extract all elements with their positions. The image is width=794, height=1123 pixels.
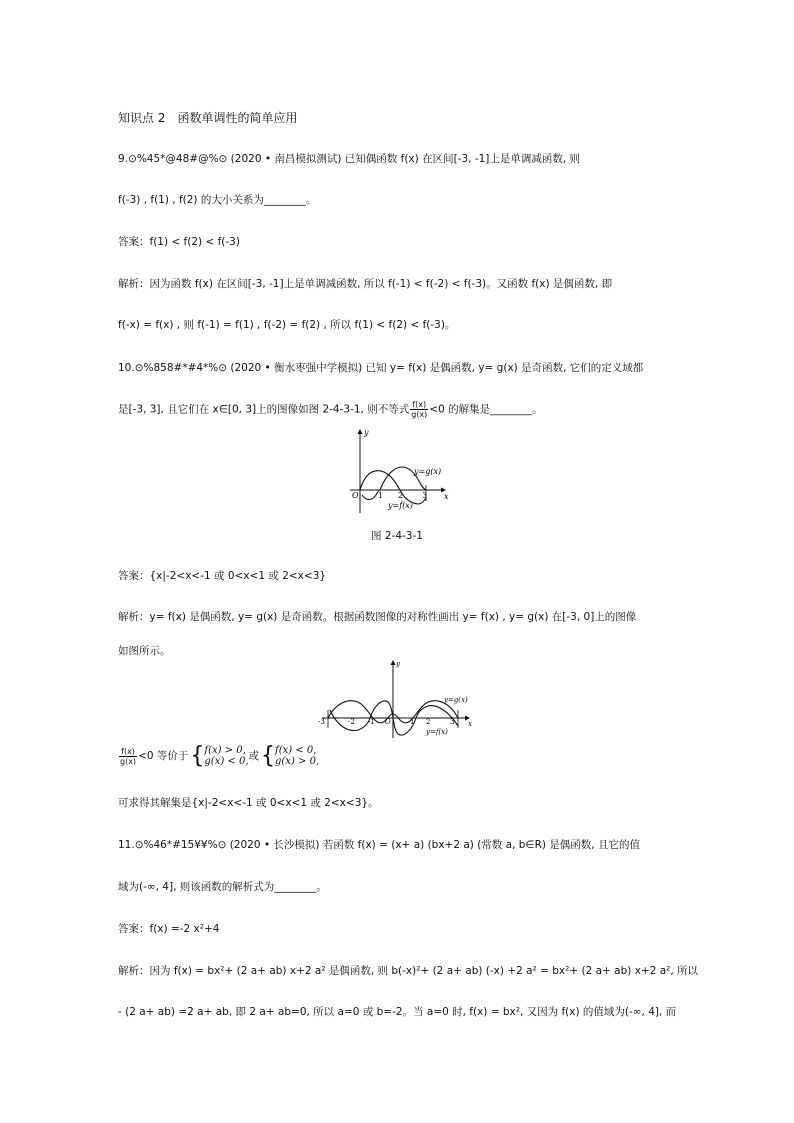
label-origin: O [385, 718, 391, 726]
question-9-analysis-2: f(-x) = f(x) , 则 f(-1) = f(1) , f(-2) = f(2) , 所以 f(1) < f(2) < f(-3)。 [118, 319, 456, 331]
figure-2-4-3-1 [340, 425, 455, 515]
label-minus-3: -3 [318, 718, 325, 726]
question-11-analysis-2: - (2 a+ ab) =2 a+ ab, 即 2 a+ ab=0, 所以 a=0 或 b=-2。当 a=0 时, f(x) = bx², 又因为 f(x) 的值域为(-∞, 4], 而 [118, 1006, 677, 1018]
question-10-text-2 [118, 400, 543, 419]
figure-symmetric-graph [318, 658, 478, 740]
label-y: y [364, 428, 369, 437]
label-f: y=f(x) [426, 728, 448, 736]
question-10-text: 10.⊙%858#*#4*%⊙ (2020 • 衡水枣强中学模拟) 已知 y= f(x) 是偶函数, y= g(x) 是奇函数, 它们的定义域都 [118, 362, 644, 374]
label-1: 1 [410, 718, 415, 726]
label-f: y=f(x) [388, 501, 413, 510]
equivalence-text: <0 等价于 [138, 750, 189, 762]
system-1: f(x) > 0, g(x) < 0, [204, 745, 249, 767]
question-9-analysis: 解析：因为函数 f(x) 在区间[-3, -1]上是单调减函数, 所以 f(-1) < f(-2) < f(-3)。又函数 f(x) 是偶函数, 即 [118, 278, 613, 290]
y-axis-arrow [358, 429, 363, 434]
label-2: 2 [426, 718, 431, 726]
question-9-text: 9.⊙%45*@48#@%⊙ (2020 • 南昌模拟测试) 已知偶函数 f(x) 在区间[-3, -1]上是单调减函数, 则 [118, 153, 581, 165]
or-text: 或 [248, 750, 260, 762]
label-y: y [396, 660, 400, 668]
question-11-answer: 答案：f(x) =-2 x²+4 [118, 923, 220, 935]
label-x: x [468, 720, 472, 728]
section-title: 知识点 2 函数单调性的简单应用 [118, 111, 298, 125]
system-2: f(x) < 0, g(x) > 0, [275, 745, 320, 767]
label-g: y=g(x) [414, 467, 442, 476]
question-11-analysis: 解析：因为 f(x) = bx²+ (2 a+ ab) x+2 a² 是偶函数, 则 b(-x)²+ (2 a+ ab) (-x) +2 a² = bx²+ (2 a+ ab) x+2 a², 所以 [118, 965, 699, 977]
question-11-text: 11.⊙%46*#15¥¥%⊙ (2020 • 长沙模拟) 若函数 f(x) = (x+ a) (bx+2 a) (常数 a, b∈R) 是偶函数, 且它的值 [118, 839, 640, 851]
question-10-text-2-post: <0 的解集是________。 [429, 403, 543, 416]
label-3: 3 [450, 718, 455, 726]
question-10-analysis: 解析：y= f(x) 是偶函数, y= g(x) 是奇函数。根据函数图像的对称性画出 y= f(x) , y= g(x) 在[-3, 0]上的图像 [118, 611, 637, 623]
figure-caption: 图 2-4-3-1 [371, 530, 423, 542]
y-axis-arrow [391, 660, 396, 665]
label-origin: O [352, 491, 359, 500]
question-10-text-2-pre: 是[-3, 3], 且它们在 x∈[0, 3]上的图像如图 2-4-3-1, 则不等式 [118, 403, 410, 416]
question-9-answer: 答案：f(1) < f(2) < f(-3) [118, 236, 240, 248]
label-2: 2 [398, 491, 404, 500]
left-brace-2: { [261, 742, 276, 769]
question-10-analysis-2: 如图所示。 [118, 645, 171, 657]
label-1: 1 [378, 491, 384, 500]
left-brace-1: { [190, 742, 205, 769]
question-10-answer: 答案：{x|-2<x<-1 或 0<x<1 或 2<x<3} [118, 570, 327, 582]
label-minus-2: -2 [348, 718, 355, 726]
label-minus-1: -1 [368, 718, 375, 726]
equivalence-fraction: $\frac{f(x)}{g(x)}$ [120, 746, 137, 766]
question-10-conclusion: 可求得其解集是{x|-2<x<-1 或 0<x<1 或 2<x<3}。 [118, 797, 379, 809]
equivalence-equation [118, 744, 319, 768]
label-x: x [444, 492, 449, 501]
question-9-text-2: f(-3) , f(1) , f(2) 的大小关系为________。 [118, 194, 317, 206]
label-g: y=g(x) [444, 696, 468, 704]
question-11-text-2: 域为(-∞, 4], 则该函数的解析式为________。 [118, 881, 327, 893]
inequality-fraction: $\frac{f(x)}{g(x)}$ [411, 400, 428, 419]
label-3: 3 [422, 491, 428, 500]
